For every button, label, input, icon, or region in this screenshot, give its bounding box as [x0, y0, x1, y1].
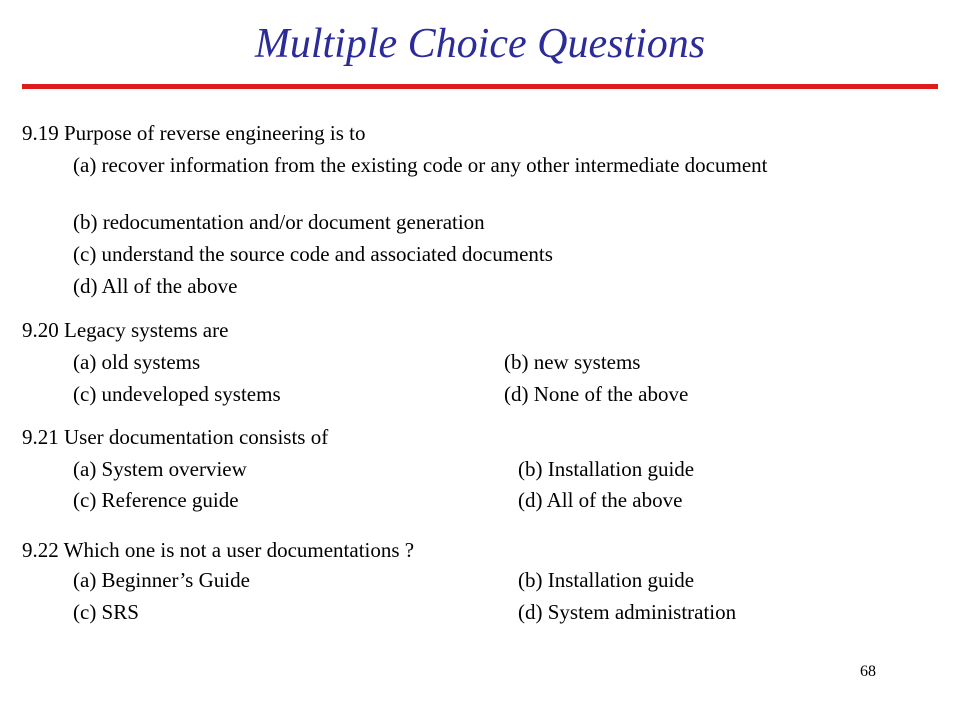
question-9-22-option-a: (a) Beginner’s Guide — [73, 568, 250, 592]
question-9-21: 9.21 User documentation consists of — [22, 425, 329, 449]
question-9-21-option-c: (c) Reference guide — [73, 488, 239, 512]
question-9-22-option-c: (c) SRS — [73, 600, 139, 624]
question-9-20-option-c: (c) undeveloped systems — [73, 382, 281, 406]
question-9-19-option-a: (a) recover information from the existing code or any other intermediate document — [73, 153, 768, 177]
question-9-22-option-d: (d) System administration — [518, 600, 737, 624]
slide-title: Multiple Choice Questions — [254, 21, 706, 67]
title-divider — [22, 84, 938, 89]
question-9-19-option-d: (d) All of the above — [73, 274, 238, 298]
question-9-21-option-a: (a) System overview — [73, 457, 247, 481]
question-9-20: 9.20 Legacy systems are — [22, 318, 229, 342]
question-9-19-option-b: (b) redocumentation and/or document generation — [73, 210, 485, 234]
question-9-22: 9.22 Which one is not a user documentations ? — [22, 538, 415, 562]
question-9-21-option-b: (b) Installation guide — [518, 457, 695, 481]
question-9-22-option-b: (b) Installation guide — [518, 568, 695, 592]
question-9-20-option-a: (a) old systems — [73, 350, 201, 374]
question-9-20-option-d: (d) None of the above — [504, 382, 689, 406]
question-9-19-option-c: (c) understand the source code and associated documents — [73, 242, 553, 266]
question-9-21-option-d: (d) All of the above — [518, 488, 683, 512]
page-number: 68 — [860, 663, 876, 680]
question-9-19: 9.19 Purpose of reverse engineering is to — [22, 121, 366, 145]
question-9-20-option-b: (b) new systems — [504, 350, 641, 374]
